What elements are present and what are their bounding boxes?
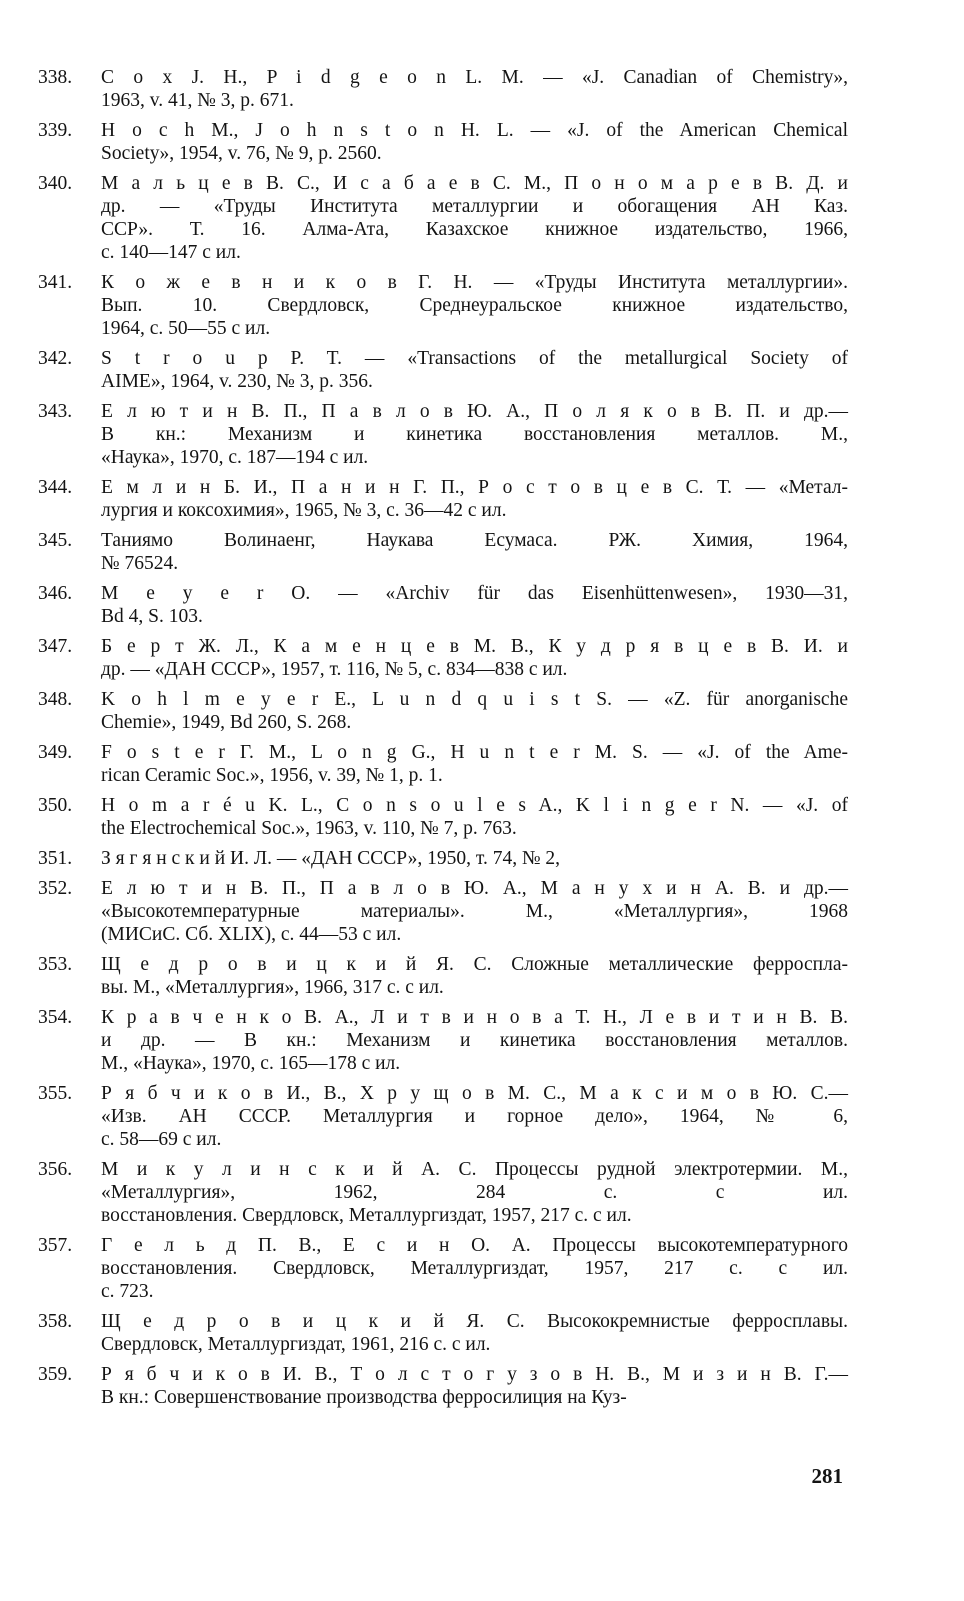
reference-entry [38,347,848,393]
reference-line: Е м л и н Б. И., П а н и н Г. П., Р о с т о в ц е в С. Т. — «Метал- [101,477,848,498]
reference-number: 347. [38,636,73,657]
reference-number: 351. [38,848,73,869]
reference-line: F o s t e r Г. M., L o n g G., H u n t e r M. S. — «J. of the Ame- [101,742,848,763]
reference-number: 350. [38,795,73,816]
reference-entry [38,635,848,681]
reference-line: Таниямо Волинаенг, Наукава Есумаса. РЖ. Химия, 1964, [101,530,848,551]
reference-entry [38,1234,848,1303]
reference-entry [38,119,848,165]
reference-line: с. 723. [101,1281,154,1302]
reference-text [101,877,848,946]
reference-number: 340. [38,173,73,194]
reference-entry [38,1310,848,1356]
reference-entry [38,877,848,946]
reference-line: rican Ceramic Soc.», 1956, v. 39, № 1, p. 1. [101,765,443,786]
reference-line: М и к у л и н с к и й А. С. Процессы рудной электротермии. М., [101,1159,848,1180]
reference-text [101,1363,848,1409]
reference-line: В кн.: Механизм и кинетика восстановления металлов. М., [101,424,848,445]
reference-number: 359. [38,1364,73,1385]
reference-entry [38,400,848,469]
reference-text [101,953,848,999]
reference-text [101,741,848,787]
reference-line: Щ е д р о в и ц к и й Я. С. Высококремнистые ферросплавы. [101,1311,848,1332]
reference-line: H o m a r é u K. L., C o n s o u l e s A., K l i n g e r N. — «J. of [101,795,848,816]
reference-line: the Electrochemical Soc.», 1963, v. 110, № 7, p. 763. [101,818,517,839]
reference-line: ССР». Т. 16. Алма-Ата, Казахское книжное издательство, 1966, [101,219,848,240]
reference-text [101,529,848,575]
reference-entry [38,1006,848,1075]
reference-text [101,271,848,340]
reference-number: 357. [38,1235,73,1256]
reference-line: 1963, v. 41, № 3, p. 671. [101,90,294,111]
reference-line: лургия и коксохимия», 1965, № 3, с. 36—42 с ил. [101,500,507,521]
reference-entry [38,1363,848,1409]
reference-line: H o c h M., J o h n s t o n H. L. — «J. of the American Chemical [101,120,848,141]
reference-line: «Изв. АН СССР. Металлургия и горное дело», 1964, № 6, [101,1106,848,1127]
reference-text [101,400,848,469]
reference-line: AIME», 1964, v. 230, № 3, p. 356. [101,371,373,392]
reference-text [101,1006,848,1075]
reference-line: «Наука», 1970, с. 187—194 с ил. [101,447,369,468]
reference-line: др. — «Труды Института металлургии и обогащения АН Каз. [101,196,848,217]
reference-number: 339. [38,120,73,141]
reference-entry [38,741,848,787]
reference-line: Bd 4, S. 103. [101,606,203,627]
reference-number: 345. [38,530,73,551]
reference-line: М а л ь ц е в В. С., И с а б а е в С. М., П о н о м а р е в В. Д. и [101,173,848,194]
reference-text [101,1158,848,1227]
reference-text [101,635,848,681]
reference-entry [38,529,848,575]
reference-text [101,119,848,165]
reference-line: С о х J. H., P i d g e o n L. M. — «J. Canadian of Chemistry», [101,67,848,88]
reference-line: (МИСиС. Сб. XLIX), с. 44—53 с ил. [101,924,402,945]
reference-entry [38,688,848,734]
reference-line: Г е л ь д П. В., Е с и н О. А. Процессы высокотемпературного [101,1235,848,1256]
reference-entry [38,476,848,522]
reference-line: Chemie», 1949, Bd 260, S. 268. [101,712,352,733]
reference-line: и др. — В кн.: Механизм и кинетика восстановления металлов. [101,1030,848,1051]
reference-line: восстановления. Свердловск, Металлургиздат, 1957, 217 с. с ил. [101,1205,632,1226]
reference-line: восстановления. Свердловск, Металлургиздат, 1957, 217 с. с ил. [101,1258,848,1279]
reference-text [101,1234,848,1303]
reference-text [101,847,848,870]
reference-line: № 76524. [101,553,179,574]
reference-list [38,66,848,1416]
reference-line: М., «Наука», 1970, с. 165—178 с ил. [101,1053,401,1074]
reference-line: Р я б ч и к о в И. В., Т о л с т о г у з о в Н. В., М и з и н В. Г.— [101,1364,848,1385]
reference-line: К р а в ч е н к о В. А., Л и т в и н о в а Т. Н., Л е в и т и н В. В. [101,1007,848,1028]
reference-text [101,172,848,264]
reference-entry [38,271,848,340]
reference-line: «Высокотемпературные материалы». М., «Металлургия», 1968 [101,901,848,922]
reference-text [101,688,848,734]
reference-number: 352. [38,878,73,899]
reference-number: 349. [38,742,73,763]
reference-line: В кн.: Совершенствование производства ферросилиция на Куз- [101,1387,627,1408]
reference-text [101,476,848,522]
reference-number: 341. [38,272,73,293]
reference-text [101,794,848,840]
reference-text [101,347,848,393]
reference-line: M e y e r O. — «Archiv für das Eisenhüttenwesen», 1930—31, [101,583,848,604]
reference-number: 338. [38,67,73,88]
reference-line: Society», 1954, v. 76, № 9, p. 2560. [101,143,382,164]
reference-line: Щ е д р о в и ц к и й Я. С. Сложные металлические ферроспла- [101,954,848,975]
reference-number: 355. [38,1083,73,1104]
reference-entry [38,1082,848,1151]
reference-line: др. — «ДАН СССР», 1957, т. 116, № 5, с. 834—838 с ил. [101,659,568,680]
reference-line: с. 140—147 с ил. [101,242,241,263]
reference-line: K o h l m e y e r E., L u n d q u i s t S. — «Z. für anorganische [101,689,848,710]
reference-entry [38,66,848,112]
reference-line: З я г я н с к и й И. Л. — «ДАН СССР», 1950, т. 74, № 2, [101,848,561,869]
reference-line: вы. М., «Металлургия», 1966, 317 с. с ил. [101,977,444,998]
reference-number: 356. [38,1159,73,1180]
reference-entry [38,847,848,870]
reference-line: Е л ю т и н В. П., П а в л о в Ю. А., П о л я к о в В. П. и др.— [101,401,848,422]
reference-line: Вып. 10. Свердловск, Среднеуральское книжное издательство, [101,295,848,316]
reference-number: 354. [38,1007,73,1028]
reference-number: 346. [38,583,73,604]
reference-line: Б е р т Ж. Л., К а м е н ц е в М. В., К у д р я в ц е в В. И. и [101,636,848,657]
reference-entry [38,1158,848,1227]
reference-text [101,66,848,112]
reference-line: Р я б ч и к о в И., В., Х р у щ о в М. С., М а к с и м о в Ю. С.— [101,1083,848,1104]
reference-text [101,582,848,628]
page-number: 281 [811,1464,843,1488]
reference-number: 353. [38,954,73,975]
reference-number: 342. [38,348,73,369]
reference-entry [38,953,848,999]
reference-line: К о ж е в н и к о в Г. Н. — «Труды Института металлургии». [101,272,848,293]
reference-entry [38,172,848,264]
reference-text [101,1082,848,1151]
reference-text [101,1310,848,1356]
reference-entry [38,794,848,840]
reference-line: 1964, с. 50—55 с ил. [101,318,271,339]
reference-line: Е л ю т и н В. П., П а в л о в Ю. А., М а н у х и н А. В. и др.— [101,878,848,899]
reference-number: 344. [38,477,73,498]
reference-entry [38,582,848,628]
reference-line: с. 58—69 с ил. [101,1129,222,1150]
reference-number: 358. [38,1311,73,1332]
reference-number: 348. [38,689,73,710]
reference-line: «Металлургия», 1962, 284 с. с ил. [101,1182,848,1203]
reference-number: 343. [38,401,73,422]
reference-line: Свердловск, Металлургиздат, 1961, 216 с. с ил. [101,1334,491,1355]
reference-line: S t r o u p P. T. — «Transactions of the metallurgical Society of [101,348,848,369]
